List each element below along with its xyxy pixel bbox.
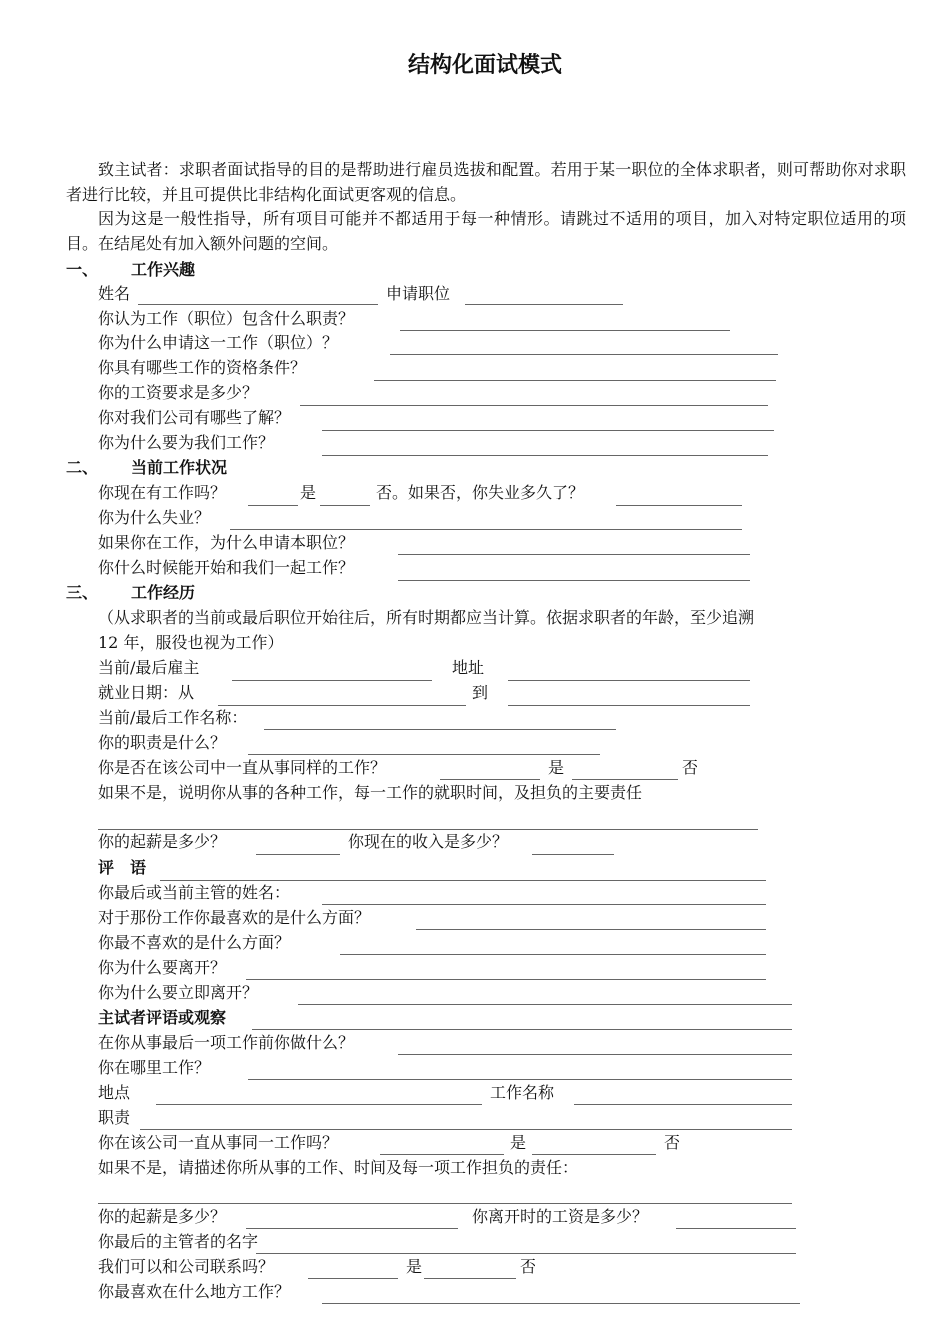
intro-paragraph-2: 因为这是一般性指导，所有项目可能并不都适用于每一种情形。请跳过不适用的项目，加入对特定职位适用的项目。在结尾处有加入额外问题的空间。 [66, 209, 906, 253]
interviewer-observations-heading: 主试者评语或观察 [98, 1008, 227, 1027]
why-leave-field[interactable] [246, 979, 766, 980]
q-duties-label: 你认为工作（职位）包含什么职责？ [98, 309, 355, 328]
q-why-work-label: 你为什么要为我们工作？ [98, 433, 275, 452]
q-salary-field[interactable] [300, 405, 768, 406]
section-3-number: 三、 [66, 583, 99, 602]
q-unemployed-field[interactable] [616, 505, 742, 506]
comments-heading: 评 语 [98, 858, 147, 877]
contact-company-label: 我们可以和公司联系吗？ [98, 1257, 275, 1276]
q-why-unemployed-label: 你为什么失业？ [98, 508, 211, 527]
section-3-note-line-2: 12 年，服役也视为工作） [98, 633, 284, 652]
same-job-2-no-field[interactable] [532, 1154, 656, 1155]
q-employed-yes-label: 是 [300, 483, 317, 502]
favorite-place-field[interactable] [322, 1303, 800, 1304]
same-job-yes-label: 是 [548, 758, 565, 777]
section-1-number: 一、 [66, 260, 99, 279]
q-why-this-job-label: 如果你在工作，为什么申请本职位？ [98, 533, 355, 552]
q-salary-label: 你的工资要求是多少？ [98, 383, 259, 402]
like-most-field[interactable] [416, 929, 766, 930]
last-supervisor-label: 你最后的主管者的名字 [98, 1232, 259, 1251]
job-duties-field[interactable] [248, 754, 600, 755]
leaving-salary-label: 你离开时的工资是多少？ [472, 1207, 649, 1226]
q-start-date-field[interactable] [398, 580, 750, 581]
contact-yes-label: 是 [406, 1257, 423, 1276]
q-why-unemployed-field[interactable] [230, 529, 742, 530]
employer-field[interactable] [232, 680, 432, 681]
current-income-field[interactable] [532, 854, 614, 855]
employer-label: 当前/最后雇主 [98, 658, 200, 677]
start-salary-label: 你的起薪是多少？ [98, 832, 227, 851]
intro-paragraph-1: 致主试者：求职者面试指导的目的是帮助进行雇员选拔和配置。若用于某一职位的全体求职者，则可帮助你对求职者进行比较，并且可提供比非结构化面试更客观的信息。 [66, 160, 906, 204]
where-work-field[interactable] [248, 1079, 792, 1080]
job-title-field[interactable] [264, 729, 616, 730]
like-most-label: 对于那份工作你最喜欢的是什么方面？ [98, 908, 371, 927]
name-field[interactable] [138, 304, 378, 305]
last-supervisor-field[interactable] [256, 1253, 796, 1254]
position-field[interactable] [465, 304, 623, 305]
section-1-heading: 工作兴趣 [131, 260, 196, 279]
why-leave-now-label: 你为什么要立即离开？ [98, 983, 259, 1002]
q-unemployed-label: 否。如果否，你失业多久了？ [376, 483, 585, 502]
job-history-label: 如果不是，说明你从事的各种工作，每一工作的就职时间，及担负的主要责任 [98, 783, 643, 802]
current-income-label: 你现在的收入是多少？ [348, 832, 509, 851]
supervisor-label: 你最后或当前主管的姓名： [98, 883, 291, 902]
q-why-work-field[interactable] [322, 455, 768, 456]
q-why-apply-field[interactable] [390, 354, 778, 355]
job-history-2-field[interactable] [98, 1203, 792, 1204]
responsibilities-label: 职责 [98, 1108, 131, 1127]
location-field[interactable] [156, 1104, 482, 1105]
q-employed-yes-field[interactable] [248, 505, 298, 506]
why-leave-label: 你为什么要离开？ [98, 958, 227, 977]
name-label: 姓名 [98, 284, 131, 303]
supervisor-field[interactable] [322, 904, 766, 905]
q-qualifications-field[interactable] [374, 380, 776, 381]
before-last-job-field[interactable] [398, 1054, 792, 1055]
section-3-heading: 工作经历 [131, 583, 196, 602]
section-3-note-line-1: （从求职者的当前或最后职位开始往后，所有时期都应当计算。依据求职者的年龄，至少追溯 [98, 608, 755, 627]
q-company-label: 你对我们公司有哪些了解？ [98, 408, 291, 427]
interviewer-observations-field[interactable] [252, 1029, 792, 1030]
start-salary-2-field[interactable] [246, 1228, 458, 1229]
start-salary-field[interactable] [256, 854, 340, 855]
contact-yes-field[interactable] [308, 1278, 398, 1279]
responsibilities-field[interactable] [140, 1129, 792, 1130]
q-why-this-job-field[interactable] [398, 554, 750, 555]
prev-job-title-field[interactable] [574, 1104, 792, 1105]
q-duties-field[interactable] [400, 330, 730, 331]
leaving-salary-field[interactable] [676, 1228, 796, 1229]
q-why-apply-label: 你为什么申请这一工作（职位）？ [98, 333, 339, 352]
why-leave-now-field[interactable] [298, 1004, 792, 1005]
contact-no-field[interactable] [424, 1278, 516, 1279]
favorite-place-label: 你最喜欢在什么地方工作？ [98, 1282, 291, 1301]
address-field[interactable] [508, 680, 750, 681]
same-job-no-field[interactable] [572, 779, 678, 780]
q-company-field[interactable] [322, 430, 774, 431]
page-title: 结构化面试模式 [407, 53, 562, 78]
same-job-2-yes-field[interactable] [380, 1154, 504, 1155]
date-to-label: 到 [472, 683, 489, 702]
same-job-2-no-label: 否 [664, 1133, 681, 1152]
q-employed-no-field[interactable] [320, 505, 370, 506]
same-job-label: 你是否在该公司中一直从事同样的工作？ [98, 758, 387, 777]
job-duties-label: 你的职责是什么？ [98, 733, 227, 752]
location-label: 地点 [98, 1083, 131, 1102]
dislike-label: 你最不喜欢的是什么方面？ [98, 933, 291, 952]
dislike-field[interactable] [340, 954, 766, 955]
before-last-job-label: 在你从事最后一项工作前你做什么？ [98, 1033, 355, 1052]
same-job-yes-field[interactable] [440, 779, 540, 780]
address-label: 地址 [452, 658, 485, 677]
job-history-2-label: 如果不是，请描述你所从事的工作、时间及每一项工作担负的责任： [98, 1158, 579, 1177]
q-start-date-label: 你什么时候能开始和我们一起工作？ [98, 558, 355, 577]
where-work-label: 你在哪里工作？ [98, 1058, 211, 1077]
employment-dates-label: 就业日期：从 [98, 683, 195, 702]
start-salary-2-label: 你的起薪是多少？ [98, 1207, 227, 1226]
q-qualifications-label: 你具有哪些工作的资格条件？ [98, 358, 307, 377]
date-from-field[interactable] [218, 705, 466, 706]
section-2-number: 二、 [66, 458, 99, 477]
section-2-heading: 当前工作状况 [131, 458, 228, 477]
same-job-no-label: 否 [682, 758, 699, 777]
date-to-field[interactable] [508, 705, 750, 706]
same-job-2-label: 你在该公司一直从事同一工作吗？ [98, 1133, 339, 1152]
job-title-label: 当前/最后工作名称： [98, 708, 248, 727]
same-job-2-yes-label: 是 [510, 1133, 527, 1152]
q-employed-label: 你现在有工作吗？ [98, 483, 227, 502]
prev-job-title-label: 工作名称 [490, 1083, 555, 1102]
contact-no-label: 否 [520, 1257, 537, 1276]
position-label: 申请职位 [386, 284, 451, 303]
